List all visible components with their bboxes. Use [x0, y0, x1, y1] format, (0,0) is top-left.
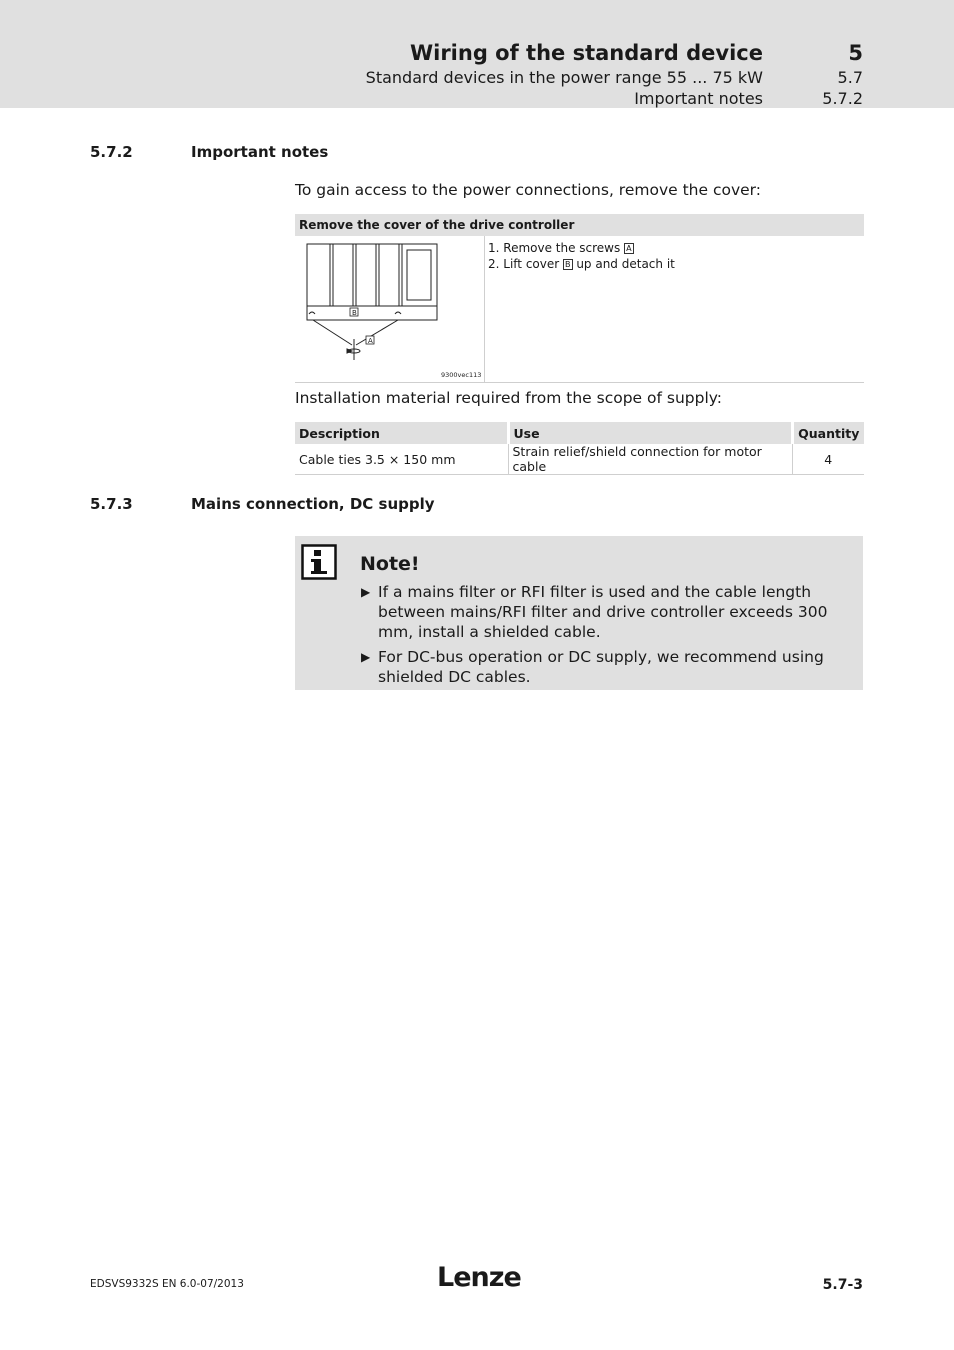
header-use: Use	[508, 422, 792, 444]
cell-quantity: 4	[792, 444, 864, 475]
header-quantity: Quantity	[792, 422, 864, 444]
cover-removal-table	[295, 214, 864, 383]
chapter-number: 5	[848, 41, 863, 65]
note-box	[295, 536, 863, 690]
material-table-header	[295, 422, 864, 444]
cell-description: Cable ties 3.5 × 150 mm	[295, 444, 508, 475]
material-table	[295, 422, 864, 475]
note-item: ▶ If a mains filter or RFI filter is used and the cable length between mains/RFI filter and drive controller exceeds 300 mm, install a shielded cable.	[361, 583, 828, 641]
step-1-label: A	[626, 244, 632, 253]
step-1: 1. Remove the screws A	[488, 241, 632, 255]
cell-use: Strain relief/shield connection for motor cable	[508, 444, 792, 475]
figure-code: 9300vec113	[441, 371, 482, 379]
chapter-title: Wiring of the standard device	[409, 41, 763, 65]
subsection-title: Important notes	[634, 89, 763, 108]
info-icon	[301, 544, 337, 580]
section-number: 5.7	[837, 68, 863, 87]
figure-label-a: A	[368, 337, 373, 345]
section-title-573: Mains connection, DC supply	[191, 495, 435, 513]
section-title: Standard devices in the power range 55 ... 75 kW	[365, 68, 763, 87]
triangle-bullet-icon: ▶	[361, 650, 371, 664]
table-row	[295, 444, 864, 475]
note-list	[361, 582, 831, 692]
cover-removal-steps	[488, 240, 675, 272]
cover-removal-figure	[295, 236, 485, 383]
step-2: 2. Lift cover B up and detach it	[488, 257, 675, 271]
cover-removal-heading: Remove the cover of the drive controller	[295, 214, 864, 236]
page-header	[0, 0, 954, 108]
section-number-572: 5.7.2	[90, 143, 133, 161]
figure-label-b: B	[352, 309, 357, 317]
note-title: Note!	[360, 553, 420, 575]
lenze-logo: Lenze	[437, 1262, 521, 1293]
subsection-number: 5.7.2	[822, 89, 863, 108]
material-intro: Installation material required from the scope of supply:	[295, 389, 723, 407]
note-item: ▶ For DC-bus operation or DC supply, we recommend using shielded DC cables.	[361, 648, 824, 686]
page-number: 5.7-3	[822, 1277, 863, 1293]
header-description: Description	[295, 422, 508, 444]
step-2-label: B	[565, 260, 571, 269]
intro-paragraph: To gain access to the power connections, remove the cover:	[295, 181, 761, 199]
drive-controller-drawing	[295, 236, 485, 383]
section-title-572: Important notes	[191, 143, 329, 161]
triangle-bullet-icon: ▶	[361, 585, 371, 599]
document-id: EDSVS9332S EN 6.0-07/2013	[90, 1278, 244, 1290]
section-number-573: 5.7.3	[90, 495, 133, 513]
